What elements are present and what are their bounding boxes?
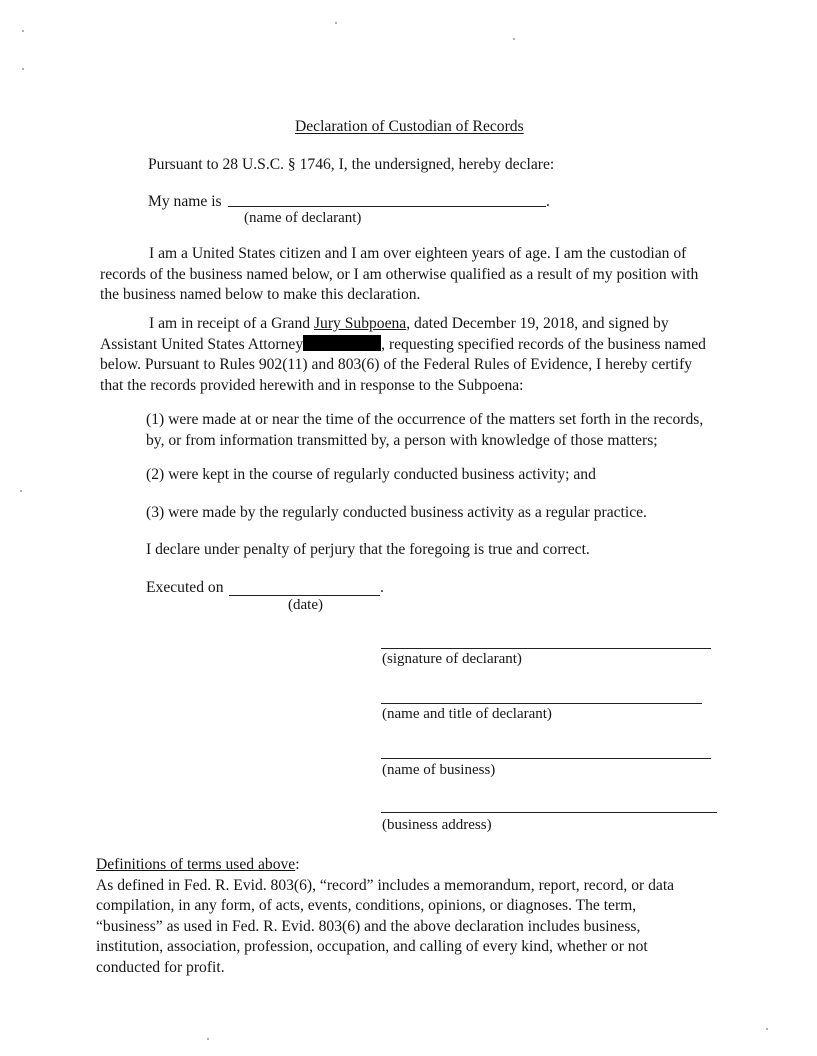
certification-item-2: (2) were kept in the course of regularly conducted business activity; and — [146, 466, 596, 483]
executed-prefix: Executed on — [146, 579, 224, 596]
scan-speck — [22, 68, 24, 70]
date-caption: (date) — [288, 597, 323, 613]
paragraph-line: records of the business named below, or I am otherwise qualified as a result of my position with — [100, 265, 699, 283]
scan-speck — [513, 38, 515, 40]
definitions-section — [96, 855, 756, 978]
definitions-heading: Definitions of terms used above — [96, 856, 296, 873]
name-title-line[interactable] — [381, 703, 702, 704]
intro-statement: Pursuant to 28 U.S.C. § 1746, I, the undersigned, hereby declare: — [148, 156, 555, 173]
certification-item-3: (3) were made by the regularly conducted business activity as a regular practice. — [146, 504, 647, 521]
subpoena-paragraph — [100, 314, 740, 396]
business-address-line[interactable] — [381, 812, 717, 813]
definitions-line: conducted for profit. — [96, 958, 225, 976]
item-line: (1) were made at or near the time of the occurrence of the matters set forth in the records, — [146, 411, 704, 428]
scan-speck — [207, 1038, 209, 1040]
certification-item-1 — [146, 410, 786, 451]
paragraph-text: , dated December 19, 2018, and signed by — [406, 315, 669, 332]
date-line[interactable] — [229, 595, 380, 596]
definitions-line: “business” as used in Fed. R. Evid. 803(6) and the above declaration includes business, — [96, 917, 641, 935]
paragraph-text: Assistant United States Attorney — [100, 335, 304, 353]
redaction-block — [303, 335, 381, 351]
item-line: by, or from information transmitted by, a person with knowledge of those matters; — [146, 431, 658, 449]
document-title: Declaration of Custodian of Records — [295, 118, 524, 135]
subpoena-term: Jury Subpoena — [313, 315, 407, 332]
name-title-caption: (name and title of declarant) — [382, 706, 552, 722]
name-prefix: My name is — [148, 193, 222, 210]
paragraph-text: , requesting specified records of the business named — [381, 335, 706, 353]
paragraph-line: below. Pursuant to Rules 902(11) and 803(6) of the Federal Rules of Evidence, I hereby certify — [100, 356, 693, 373]
scan-speck — [20, 490, 22, 492]
perjury-statement: I declare under penalty of perjury that the foregoing is true and correct. — [146, 541, 590, 558]
paragraph-line: the business named below to make this declaration. — [100, 286, 421, 303]
name-caption: (name of declarant) — [244, 210, 362, 226]
signature-caption: (signature of declarant) — [382, 651, 522, 667]
citizenship-paragraph — [100, 244, 740, 306]
paragraph-text: I am in receipt of a Grand — [149, 315, 314, 332]
scan-speck — [335, 22, 337, 24]
scan-speck — [22, 30, 24, 32]
definitions-heading-colon: : — [295, 856, 300, 873]
declarant-name-line[interactable] — [228, 206, 546, 207]
business-name-caption: (name of business) — [382, 762, 496, 778]
signature-line[interactable] — [381, 648, 711, 649]
business-name-line[interactable] — [381, 758, 711, 759]
definitions-line: compilation, in any form, of acts, events, conditions, opinions, or diagnoses. The term, — [96, 897, 637, 914]
definitions-line: As defined in Fed. R. Evid. 803(6), “record” includes a memorandum, report, record, or data — [96, 876, 675, 894]
business-address-caption: (business address) — [382, 817, 492, 833]
definitions-line: institution, association, profession, occupation, and calling of every kind, whether or not — [96, 938, 648, 955]
scan-speck — [766, 1028, 768, 1030]
paragraph-line: that the records provided herewith and in response to the Subpoena: — [100, 376, 524, 394]
paragraph-line: I am a United States citizen and I am over eighteen years of age. I am the custodian of — [149, 245, 687, 262]
